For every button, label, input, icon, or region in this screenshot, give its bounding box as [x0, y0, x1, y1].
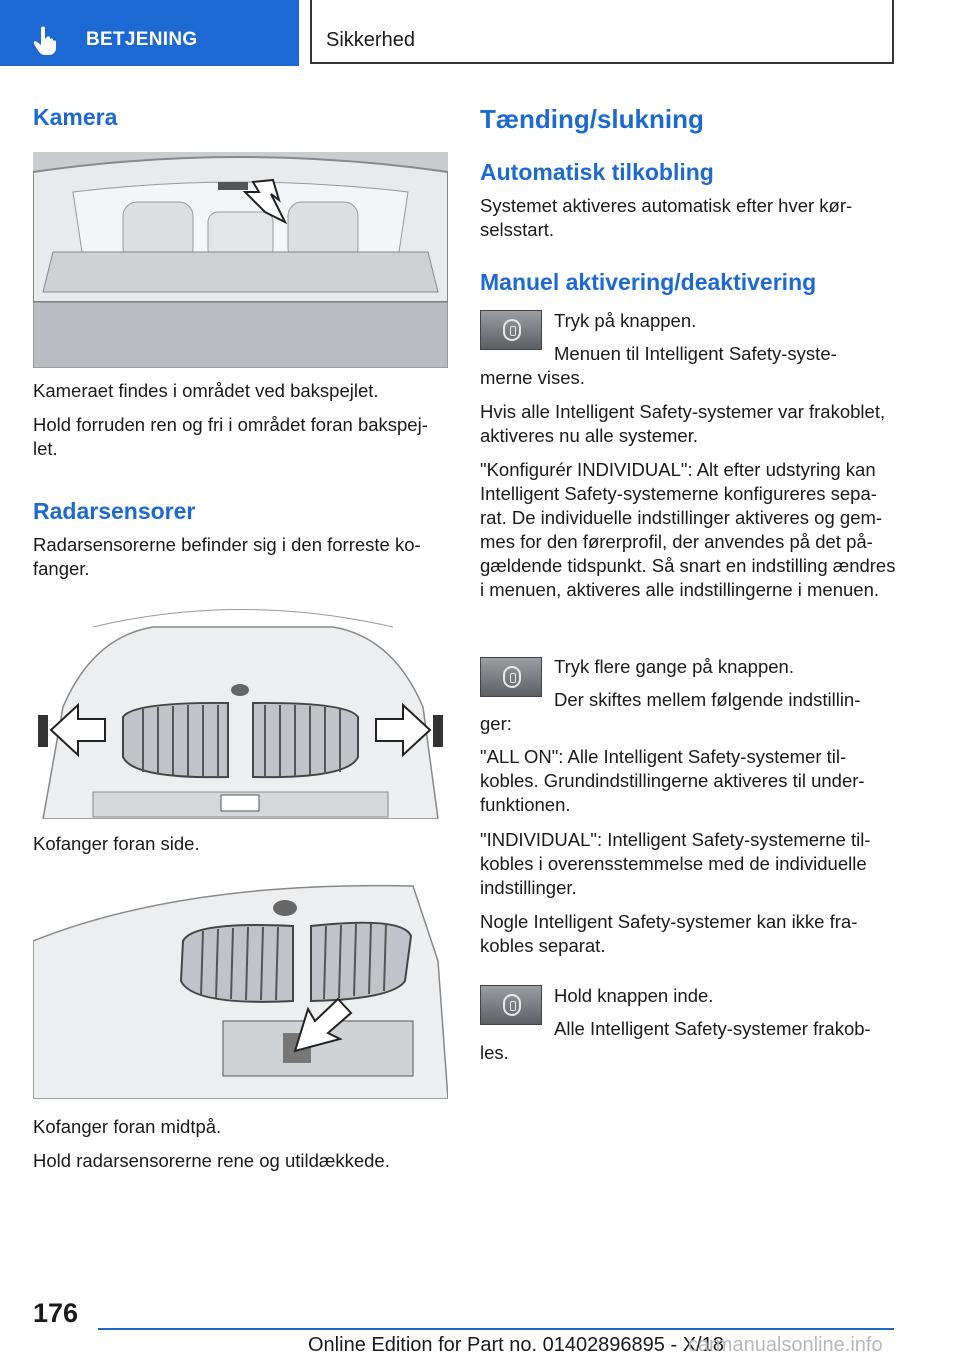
camera-figure	[33, 152, 448, 368]
front-bumper-middle-illustration	[33, 881, 448, 1099]
step2-line3: ger:	[480, 713, 512, 734]
chapter-tab	[0, 0, 299, 66]
safety-button-icon	[480, 310, 542, 350]
footer-rule	[98, 1328, 894, 1330]
safety-button-icon-3	[480, 985, 542, 1025]
step2-line1: Tryk flere gange på knappen.	[554, 656, 794, 677]
safety-button-icon-2	[480, 657, 542, 697]
bumper-mid-figure	[33, 881, 448, 1099]
step1-line2: Menuen til Intelligent Safety-syste‐	[554, 343, 837, 364]
kamera-text-2: Hold forruden ren og fri i området foran bakspej‐let.	[33, 414, 428, 459]
manual-heading: Manuel aktivering/deaktivering	[480, 269, 817, 295]
config-text: "Konfigurér INDIVIDUAL": Alt efter udstyring kan Intelligent Safety-systemerne konfigureres sepa‐rat. De individuelle indstillinger aktiveres og gem‐mes for den førerprofil, der anvendes på det på‐gældende tidspunkt. Så snart en indstilling ændres i menuen, aktiveres alle indstillingerne i menuen.	[480, 459, 896, 600]
front-bumper-side-illustration	[33, 597, 448, 819]
chapter-label: BETJENING	[86, 29, 198, 50]
bumper-side-figure	[33, 597, 448, 819]
nogle-text: Nogle Intelligent Safety-systemer kan ikke fra‐kobles separat.	[480, 911, 858, 956]
radar-text-2: Hold radarsensorerne rene og utildækkede.	[33, 1150, 390, 1171]
radar-text-1: Radarsensorerne befinder sig i den forreste ko‐fanger.	[33, 534, 421, 579]
hand-pointer-icon	[33, 26, 67, 56]
watermark: carmanualsonline.info	[688, 1334, 883, 1356]
auto-text: Systemet aktiveres automatisk efter hver kør‐selsstart.	[480, 195, 853, 240]
kamera-heading: Kamera	[33, 104, 118, 130]
step3-line3: les.	[480, 1042, 509, 1063]
main-heading: Tænding/slukning	[480, 104, 704, 134]
step1-line1: Tryk på knappen.	[554, 310, 697, 331]
edition-text: Online Edition for Part no. 01402896895 - X/18	[308, 1334, 724, 1356]
step3-line1: Hold knappen inde.	[554, 985, 714, 1006]
radar-heading: Radarsensorer	[33, 498, 196, 524]
step1-line3: merne vises.	[480, 367, 585, 388]
page-number: 176	[33, 1298, 79, 1328]
caption-side: Kofanger foran side.	[33, 833, 200, 854]
section-header	[310, 0, 894, 64]
caption-mid: Kofanger foran midtpå.	[33, 1116, 222, 1137]
auto-heading: Automatisk tilkobling	[480, 159, 714, 185]
step3-line2: Alle Intelligent Safety-systemer frakob‐	[554, 1018, 871, 1039]
allon-text: "ALL ON": Alle Intelligent Safety-systemer til‐kobles. Grundindstillingerne aktiveres til under‐funktionen.	[480, 746, 865, 815]
rear-window-illustration	[33, 152, 448, 368]
section-label: Sikkerhed	[326, 29, 415, 51]
individual-text: "INDIVIDUAL": Intelligent Safety-systemerne til‐kobles i overensstemmelse med de individuelle indstillinger.	[480, 829, 871, 898]
step2-line2: Der skiftes mellem følgende indstillin‐	[554, 689, 861, 710]
kamera-text-1: Kameraet findes i området ved bakspejlet.	[33, 380, 379, 401]
all-off-text: Hvis alle Intelligent Safety-systemer var frakoblet, aktiveres nu alle systemer.	[480, 401, 886, 446]
